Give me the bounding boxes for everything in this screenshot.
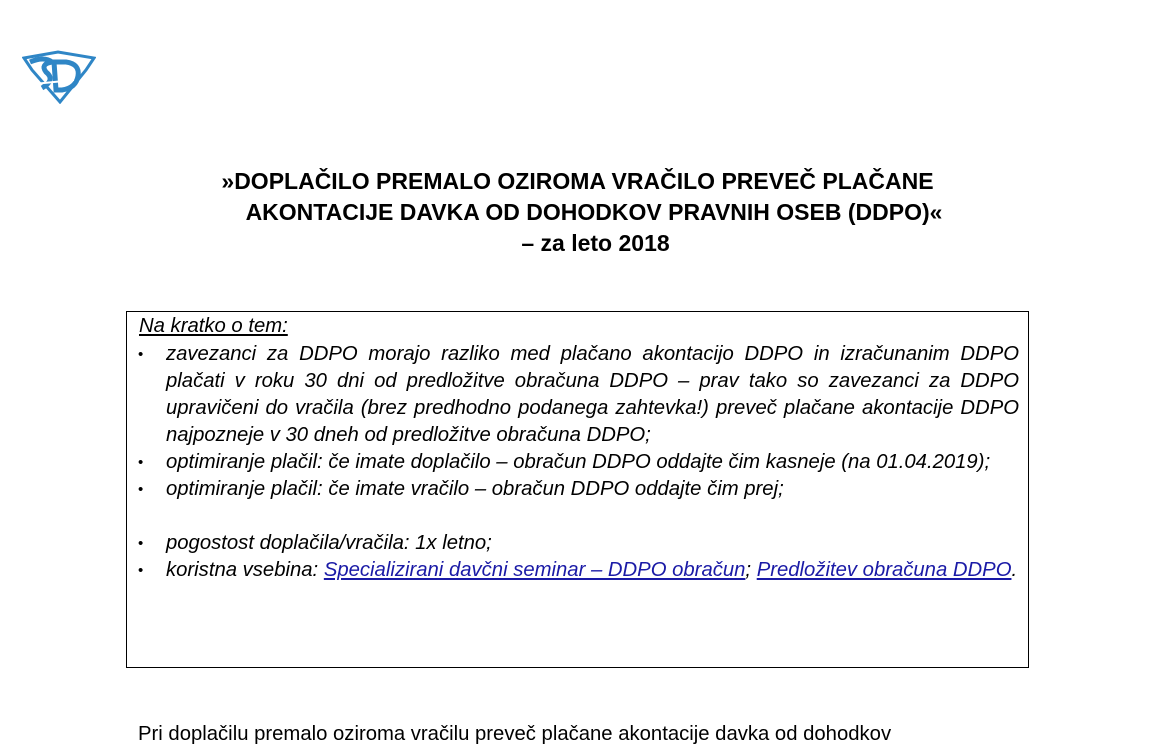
- summary-item-prefix: koristna vsebina:: [166, 559, 324, 581]
- summary-item-optimize-payment: [127, 449, 1028, 476]
- summary-list: [127, 341, 1028, 584]
- summary-item-text: optimiranje plačil: če imate vračilo – obračun DDPO oddajte čim prej;: [166, 478, 784, 500]
- summary-item-useful-content: [127, 557, 1028, 584]
- link-separator: ;: [745, 559, 757, 581]
- bullet-icon: •: [138, 535, 144, 552]
- summary-item-frequency: [127, 530, 1028, 557]
- summary-item-text: zavezanci za DDPO morajo razliko med plačano akontacijo DDPO in izračunanim DDPO plačati v roku 30 dni od predložitve obračuna DDPO – prav tako so zavezanci za DDPO upravičeni do vračila (brez predhodno podanega zahtevka!) preveč plačane akontacije DDPO najpozneje v 30 dneh od predložitve obračuna DDPO;: [166, 343, 1019, 446]
- summary-item-optimize-refund: [127, 476, 1028, 503]
- bullet-icon: •: [138, 481, 144, 498]
- title-line-1: »DOPLAČILO PREMALO OZIROMA VRAČILO PREVEČ PLAČANE: [221, 168, 934, 194]
- summary-item-suffix: .: [1011, 559, 1018, 581]
- summary-item-deadline: [127, 341, 1028, 449]
- summary-item-text: optimiranje plačil: če imate doplačilo – obračun DDPO oddajte čim kasneje (na 01.04.2019);: [166, 451, 991, 473]
- summary-heading: Na kratko o tem:: [139, 315, 288, 337]
- submission-link[interactable]: Predložitev obračuna DDPO: [756, 559, 1012, 581]
- bullet-icon: •: [138, 562, 144, 579]
- title-line-2: AKONTACIJE DAVKA OD DOHODKOV PRAVNIH OSEB (DDPO)«: [245, 199, 943, 225]
- seminar-link[interactable]: Specializirani davčni seminar – DDPO obračun: [323, 559, 746, 581]
- title-line-3: – za leto 2018: [521, 230, 670, 256]
- summary-box: [126, 311, 1029, 668]
- summary-item-text: pogostost doplačila/vračila: 1x letno;: [166, 532, 492, 554]
- sd-logo-icon: [22, 50, 96, 104]
- document-title: [0, 166, 1157, 259]
- bullet-icon: •: [138, 346, 144, 363]
- bullet-icon: •: [138, 454, 144, 471]
- body-paragraph: Pri doplačilu premalo oziroma vračilu preveč plačane akontacije davka od dohodkov: [138, 723, 892, 745]
